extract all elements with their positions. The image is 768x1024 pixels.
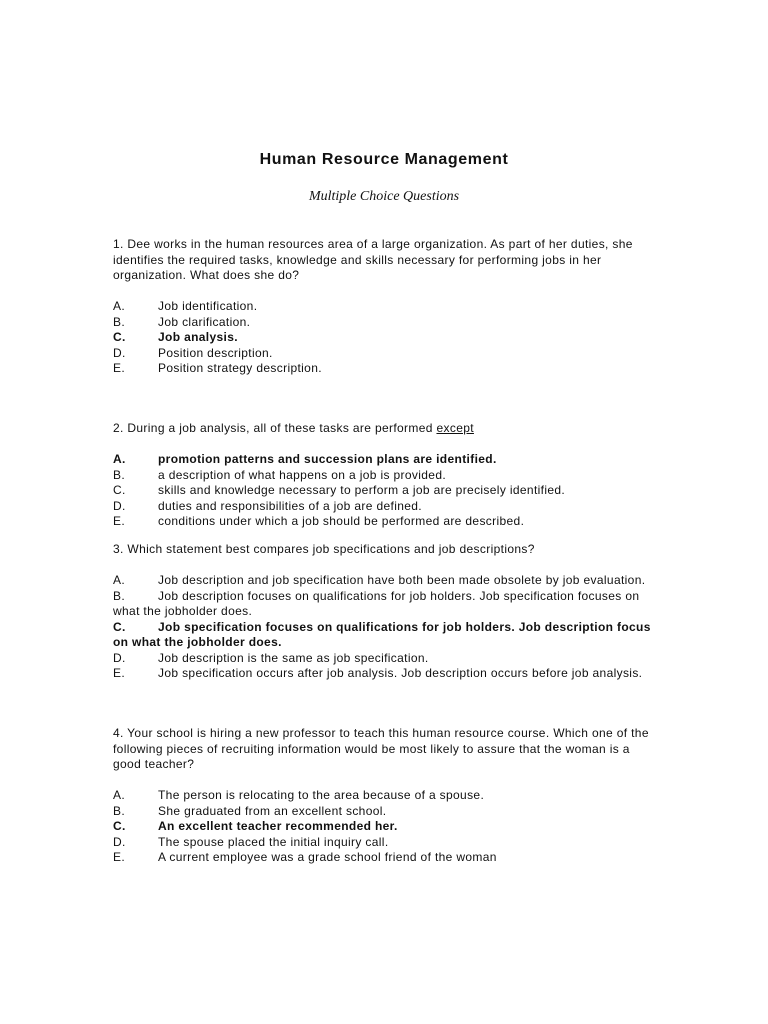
answer-option [113, 514, 661, 530]
option-text: Job description and job specification have both been made obsolete by job evaluation. [158, 573, 646, 587]
question-3 [113, 542, 661, 682]
question-stem: 1. Dee works in the human resources area of a large organization. As part of her duties, she identifies the required tasks, knowledge and skills necessary for performing jobs in her organization. What does she do? [113, 237, 633, 282]
option-text: Job specification focuses on qualifications for job holders. Job description focus on what the jobholder does. [113, 619, 651, 649]
answer-option [113, 589, 661, 620]
answer-option [113, 651, 661, 667]
question-4 [113, 726, 661, 866]
option-text: skills and knowledge necessary to perform a job are precisely identified. [158, 483, 566, 497]
answer-option-correct [113, 819, 661, 835]
document-title: Human Resource Management [259, 151, 509, 168]
question-1 [113, 237, 661, 377]
option-text: Job analysis. [158, 330, 238, 344]
question-stem-text: 2. During a job analysis, all of these tasks are performed [113, 421, 437, 435]
option-letter: D. [113, 834, 126, 849]
option-letter: C. [113, 330, 126, 344]
option-text: Position description. [158, 345, 273, 360]
option-text: Job identification. [158, 299, 258, 313]
option-letter: E. [113, 850, 126, 864]
option-letter: D. [113, 345, 126, 360]
answer-option [113, 573, 661, 589]
answer-option [113, 468, 661, 484]
option-letter: A. [113, 452, 126, 466]
question-stem-emphasis: except [436, 421, 474, 435]
answer-option [113, 299, 661, 315]
question-stem: 4. Your school is hiring a new professor to teach this human resource course. Which one of the following pieces of recruiting information would be most likely to assure that the woman is a good teacher? [113, 726, 649, 771]
option-letter: A. [113, 573, 126, 587]
option-text: The spouse placed the initial inquiry call. [158, 834, 389, 849]
option-text: A current employee was a grade school friend of the woman [158, 850, 497, 864]
option-text: Job clarification. [158, 314, 251, 329]
answer-option [113, 850, 661, 866]
answer-option [113, 788, 661, 804]
option-letter: B. [113, 467, 126, 482]
option-letter: B. [113, 588, 126, 603]
answer-option [113, 315, 661, 331]
answer-option-correct [113, 330, 661, 346]
option-text: Job specification occurs after job analysis. Job description occurs before job analysis. [158, 666, 643, 680]
option-letter: E. [113, 514, 126, 528]
option-text: duties and responsibilities of a job are defined. [158, 498, 422, 513]
option-letter: B. [113, 803, 126, 818]
option-letter: E. [113, 666, 126, 680]
option-letter: C. [113, 819, 126, 833]
option-text: The person is relocating to the area because of a spouse. [158, 788, 485, 802]
option-letter: D. [113, 650, 126, 665]
option-letter: D. [113, 498, 126, 513]
answer-option-correct [113, 620, 661, 651]
answer-option [113, 666, 661, 682]
option-text: An excellent teacher recommended her. [158, 819, 398, 833]
answer-option [113, 835, 661, 851]
answer-option [113, 361, 661, 377]
option-text: Job description focuses on qualifications for job holders. Job specification focuses on what the jobholder does. [113, 588, 640, 618]
option-text: She graduated from an excellent school. [158, 803, 387, 818]
question-stem: 3. Which statement best compares job specifications and job descriptions? [113, 542, 535, 556]
answer-option-correct [113, 452, 661, 468]
option-letter: C. [113, 619, 126, 634]
answer-option [113, 483, 661, 499]
option-text: promotion patterns and succession plans are identified. [158, 452, 497, 466]
option-text: a description of what happens on a job is provided. [158, 467, 447, 482]
option-letter: C. [113, 483, 126, 497]
answer-option [113, 346, 661, 362]
option-letter: A. [113, 788, 126, 802]
option-letter: E. [113, 361, 126, 375]
option-text: Position strategy description. [158, 361, 322, 375]
option-text: Job description is the same as job specification. [158, 650, 429, 665]
document-subtitle: Multiple Choice Questions [308, 189, 460, 204]
option-letter: A. [113, 299, 126, 313]
question-stem [113, 421, 661, 437]
answer-option [113, 499, 661, 515]
answer-option [113, 804, 661, 820]
option-letter: B. [113, 314, 126, 329]
option-text: conditions under which a job should be performed are described. [158, 514, 525, 528]
question-2 [113, 421, 661, 530]
